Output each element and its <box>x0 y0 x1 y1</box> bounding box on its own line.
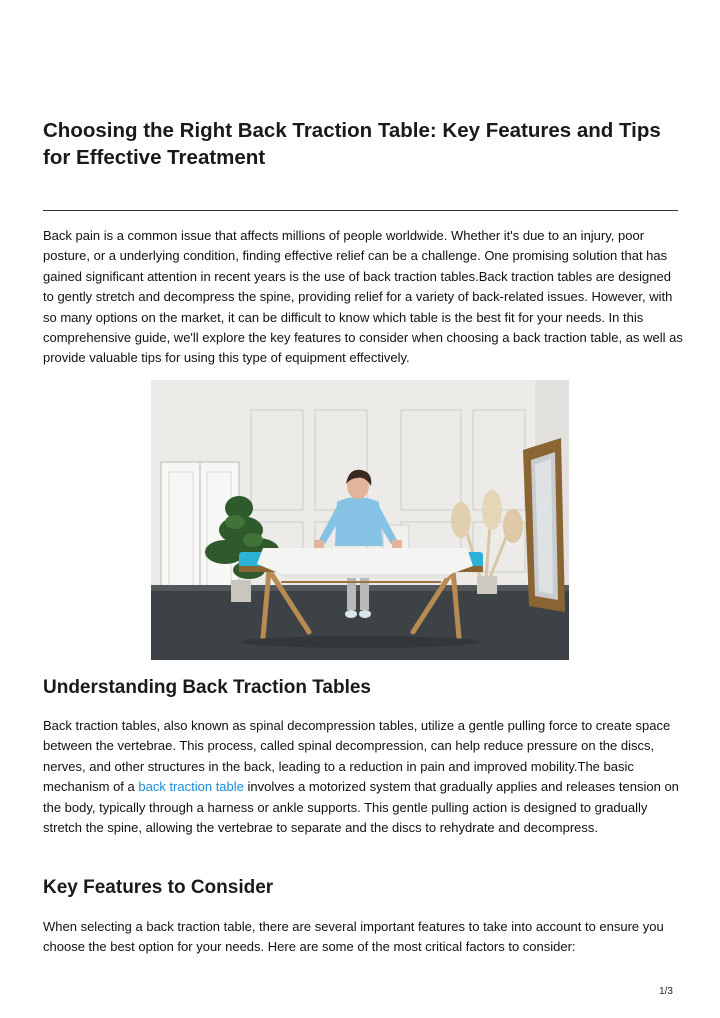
title-divider <box>43 210 678 211</box>
article-title: Choosing the Right Back Traction Table: Key Features and Tips for Effective Treatment <box>43 119 661 169</box>
back-traction-table-link[interactable]: back traction table <box>138 779 244 795</box>
understanding-text-end: involves a motorized system that gradually applies and releases tension on the body, typically through a harness or ankle supports. This gentle pulling action is designed to gradually stretch the spine, allowing the vertebrae to separate and the discs to rehydrate and decompress. <box>43 779 679 836</box>
page-number: 1/3 <box>659 986 673 997</box>
understanding-paragraph <box>43 716 683 838</box>
section-heading-understanding: Understanding Back Traction Tables <box>43 677 372 698</box>
key-features-paragraph: When selecting a back traction table, there are several important features to take into account to ensure you choose the best option for your needs. Here are some of the most critical factors to consider: <box>43 919 664 955</box>
understanding-text-start: Back traction tables, also known as spinal decompression tables, utilize a gentle pulling force to create space between the vertebrae. This process, called spinal decompression, can help reduce pressure on the discs, nerves, and other structures in the back, leading to a reduction in pain and improved mobility.The basic mechanism of a <box>43 718 671 795</box>
intro-paragraph: Back pain is a common issue that affects millions of people worldwide. Whether it's due to an injury, poor posture, or a underlying condition, finding effective relief can be a challenge. One promising solution that has gained significant attention in recent years is the use of back traction tables.Back traction tables are designed to gently stretch and decompress the spine, providing relief for a variety of back-related issues. However, with so many options on the market, it can be difficult to know which table is the best fit for your needs. In this comprehensive guide, we'll explore the key features to consider when choosing a back traction table, as well as provide valuable tips for using this type of equipment effectively. <box>43 228 683 366</box>
section-heading-key-features: Key Features to Consider <box>43 877 274 898</box>
massage-table-photo <box>151 380 569 660</box>
